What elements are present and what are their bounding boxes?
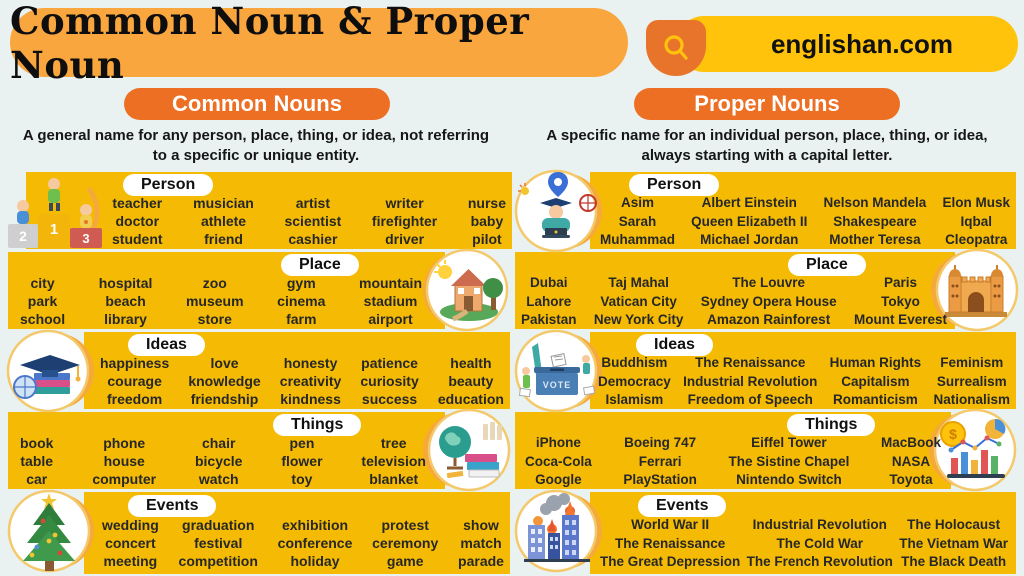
noun-word: kindness — [280, 391, 341, 407]
noun-word: Nationalism — [933, 392, 1010, 407]
noun-word: Ferrari — [638, 453, 682, 469]
proper-nouns-heading: Proper Nouns — [634, 88, 900, 120]
noun-word: New York City — [593, 312, 684, 327]
noun-word: match — [460, 535, 502, 551]
noun-word: PlayStation — [623, 472, 697, 487]
noun-word: athlete — [200, 213, 247, 229]
noun-word: baby — [470, 213, 504, 229]
noun-word: doctor — [115, 213, 160, 229]
noun-word: television — [361, 453, 426, 469]
noun-word: NASA — [891, 453, 931, 469]
noun-word: Dubai — [530, 275, 568, 290]
noun-word: gym — [286, 275, 316, 291]
student-laptop-icon — [512, 169, 604, 253]
noun-word: The French Revolution — [746, 554, 893, 569]
noun-word: Iqbal — [960, 213, 992, 229]
noun-word: writer — [385, 195, 424, 211]
noun-word: education — [437, 391, 504, 407]
noun-word: Taj Mahal — [608, 275, 669, 290]
noun-word: courage — [107, 373, 162, 389]
noun-word: mountain — [359, 275, 422, 291]
noun-word: happiness — [100, 355, 170, 371]
noun-word: pilot — [472, 231, 502, 247]
noun-word: Sydney Opera House — [700, 293, 837, 309]
noun-word: cinema — [277, 293, 326, 309]
noun-word: exhibition — [281, 517, 349, 533]
noun-word: World War II — [631, 517, 710, 532]
common-things-words — [20, 435, 426, 487]
site-banner — [676, 16, 1018, 72]
noun-word: creativity — [279, 373, 342, 389]
noun-word: Freedom of Speech — [687, 392, 813, 407]
common-nouns-heading: Common Nouns — [124, 88, 390, 120]
noun-word: Sarah — [618, 213, 657, 229]
noun-word: Vatican City — [600, 293, 677, 309]
svg-text:2: 2 — [19, 228, 27, 244]
graduation-books-icon — [4, 329, 96, 413]
noun-word: Human Rights — [829, 355, 922, 370]
noun-word: Asim — [621, 195, 655, 210]
noun-word: concert — [105, 535, 156, 551]
section-label-proper-events: Events — [638, 495, 726, 517]
noun-word: phone — [103, 435, 146, 451]
noun-word: The Holocaust — [907, 517, 1001, 532]
noun-word: The Great Depression — [600, 554, 741, 569]
noun-word: Coca-Cola — [525, 453, 592, 469]
noun-word: Tokyo — [881, 293, 920, 309]
noun-word: Capitalism — [841, 373, 910, 389]
noun-word: The Cold War — [776, 535, 863, 551]
noun-word: Mother Teresa — [829, 232, 921, 247]
noun-word: The Sistine Chapel — [728, 453, 850, 469]
noun-word: school — [20, 311, 66, 327]
noun-word: airport — [368, 311, 413, 327]
noun-word: hospital — [98, 275, 153, 291]
noun-word: zoo — [202, 275, 227, 291]
noun-word: beach — [105, 293, 146, 309]
noun-word: library — [104, 311, 147, 327]
noun-word: nurse — [467, 195, 506, 211]
svg-text:$: $ — [949, 426, 957, 442]
noun-word: chair — [201, 435, 236, 451]
noun-word: beauty — [448, 373, 494, 389]
noun-word: Paris — [883, 275, 917, 290]
noun-word: table — [20, 453, 54, 469]
noun-word: freedom — [107, 391, 163, 407]
noun-word: Romanticism — [833, 392, 918, 407]
noun-word: conference — [277, 535, 353, 551]
noun-word: driver — [385, 231, 425, 247]
magnifier-icon — [659, 31, 693, 65]
noun-word: patience — [361, 355, 418, 371]
noun-word: Pakistan — [521, 312, 577, 327]
noun-word: Queen Elizabeth II — [691, 213, 808, 229]
noun-word: Buddhism — [601, 355, 668, 370]
noun-word: parade — [458, 553, 504, 569]
proper-events-words — [600, 517, 1008, 569]
section-label-common-ideas: Ideas — [128, 334, 205, 356]
noun-word: The Renaissance — [695, 355, 806, 370]
svg-text:VOTE: VOTE — [542, 380, 572, 390]
noun-word: scientist — [284, 213, 342, 229]
section-label-proper-things: Things — [787, 414, 875, 436]
noun-word: farm — [286, 311, 317, 327]
common-events-words — [102, 517, 504, 569]
noun-word: game — [386, 553, 424, 569]
noun-word: Feminism — [940, 355, 1004, 370]
noun-word: flower — [281, 453, 323, 469]
noun-word: knowledge — [188, 373, 261, 389]
noun-word: friend — [204, 231, 243, 247]
noun-word: student — [112, 231, 163, 247]
noun-word: Elon Musk — [942, 195, 1010, 210]
noun-word: Surrealism — [936, 373, 1007, 389]
noun-word: love — [210, 355, 239, 371]
svg-text:1: 1 — [49, 221, 59, 238]
noun-word: park — [27, 293, 58, 309]
noun-word: teacher — [112, 195, 163, 211]
noun-word: Mount Everest — [853, 312, 947, 327]
noun-word: Albert Einstein — [701, 195, 797, 210]
section-label-common-events: Events — [128, 495, 216, 517]
noun-word: holiday — [290, 553, 340, 569]
noun-word: Shakespeare — [833, 213, 917, 229]
noun-word: Boeing 747 — [624, 435, 697, 450]
noun-word: Industrial Revolution — [683, 373, 818, 389]
globe-books-icon — [421, 408, 513, 492]
noun-word: Nintendo Switch — [736, 472, 842, 487]
noun-word: health — [450, 355, 492, 371]
section-label-proper-person: Person — [629, 174, 719, 196]
proper-place-words — [521, 275, 947, 327]
noun-word: protest — [381, 517, 429, 533]
house-sun-icon — [421, 248, 513, 332]
noun-word: festival — [194, 535, 243, 551]
svg-text:3: 3 — [82, 231, 90, 246]
noun-word: firefighter — [371, 213, 438, 229]
christmas-tree-icon — [4, 489, 96, 576]
noun-word: Democracy — [598, 373, 671, 389]
noun-word: museum — [185, 293, 244, 309]
noun-word: watch — [198, 471, 239, 487]
proper-nouns-description: A specific name for an individual person, place, thing, or idea, always starting with a capital letter. — [546, 127, 988, 164]
site-name: englishan.com — [770, 28, 954, 59]
common-ideas-words — [100, 355, 504, 407]
noun-word: The Renaissance — [614, 535, 726, 551]
noun-word: cashier — [288, 231, 338, 247]
noun-word: ceremony — [372, 535, 439, 551]
noun-word: Michael Jordan — [700, 232, 799, 247]
noun-word: Muhammad — [600, 232, 676, 247]
noun-word: The Vietnam War — [899, 535, 1008, 551]
noun-word: Cleopatra — [945, 232, 1008, 247]
noun-word: meeting — [103, 553, 158, 569]
proper-things-words — [525, 435, 941, 487]
section-label-proper-place: Place — [788, 254, 866, 276]
section-label-common-place: Place — [281, 254, 359, 276]
noun-word: bicycle — [194, 453, 243, 469]
noun-word: The Louvre — [732, 275, 806, 290]
noun-word: Google — [535, 472, 582, 487]
vote-ballot-icon — [512, 329, 604, 413]
noun-word: friendship — [190, 391, 259, 407]
noun-word: musician — [193, 195, 254, 211]
proper-person-words — [600, 195, 1010, 247]
section-label-proper-ideas: Ideas — [636, 334, 713, 356]
noun-word: MacBook — [880, 435, 941, 450]
noun-word: car — [26, 471, 48, 487]
noun-word: tree — [380, 435, 407, 451]
noun-word: competition — [178, 553, 258, 569]
noun-word: Industrial Revolution — [752, 517, 887, 532]
noun-word: artist — [295, 195, 330, 211]
burning-city-icon — [512, 489, 604, 573]
noun-word: Amazon Rainforest — [707, 312, 831, 327]
noun-word: show — [463, 517, 499, 533]
section-label-common-things: Things — [273, 414, 361, 436]
noun-word: success — [361, 391, 418, 407]
noun-word: computer — [92, 471, 157, 487]
noun-word: pen — [289, 435, 315, 451]
noun-word: wedding — [102, 517, 159, 533]
noun-word: The Black Death — [901, 554, 1007, 569]
noun-word: Nelson Mandela — [823, 195, 927, 210]
common-place-words — [20, 275, 422, 327]
page-title: Common Noun & Proper Noun — [10, 0, 530, 87]
common-person-words — [112, 195, 506, 247]
proper-ideas-words — [598, 355, 1010, 407]
podium-kids-icon — [0, 170, 110, 250]
section-label-common-person: Person — [123, 174, 213, 196]
noun-word: curiosity — [360, 373, 419, 389]
noun-word: blanket — [369, 471, 419, 487]
common-nouns-description: A general name for any person, place, thing, or idea, not referring to a specific or unique entity. — [22, 127, 490, 164]
noun-word: honesty — [283, 355, 338, 371]
noun-word: book — [20, 435, 54, 451]
noun-word: store — [197, 311, 232, 327]
noun-word: Eiffel Tower — [751, 435, 827, 450]
poster-title-banner — [10, 0, 628, 87]
noun-word: city — [30, 275, 55, 291]
noun-word: Lahore — [526, 293, 572, 309]
noun-word: toy — [291, 471, 313, 487]
noun-word: Toyota — [889, 472, 933, 487]
noun-word: iPhone — [535, 435, 581, 450]
noun-word: Islamism — [605, 392, 664, 407]
noun-word: stadium — [363, 293, 418, 309]
noun-word: house — [103, 453, 145, 469]
noun-word: graduation — [182, 517, 255, 533]
